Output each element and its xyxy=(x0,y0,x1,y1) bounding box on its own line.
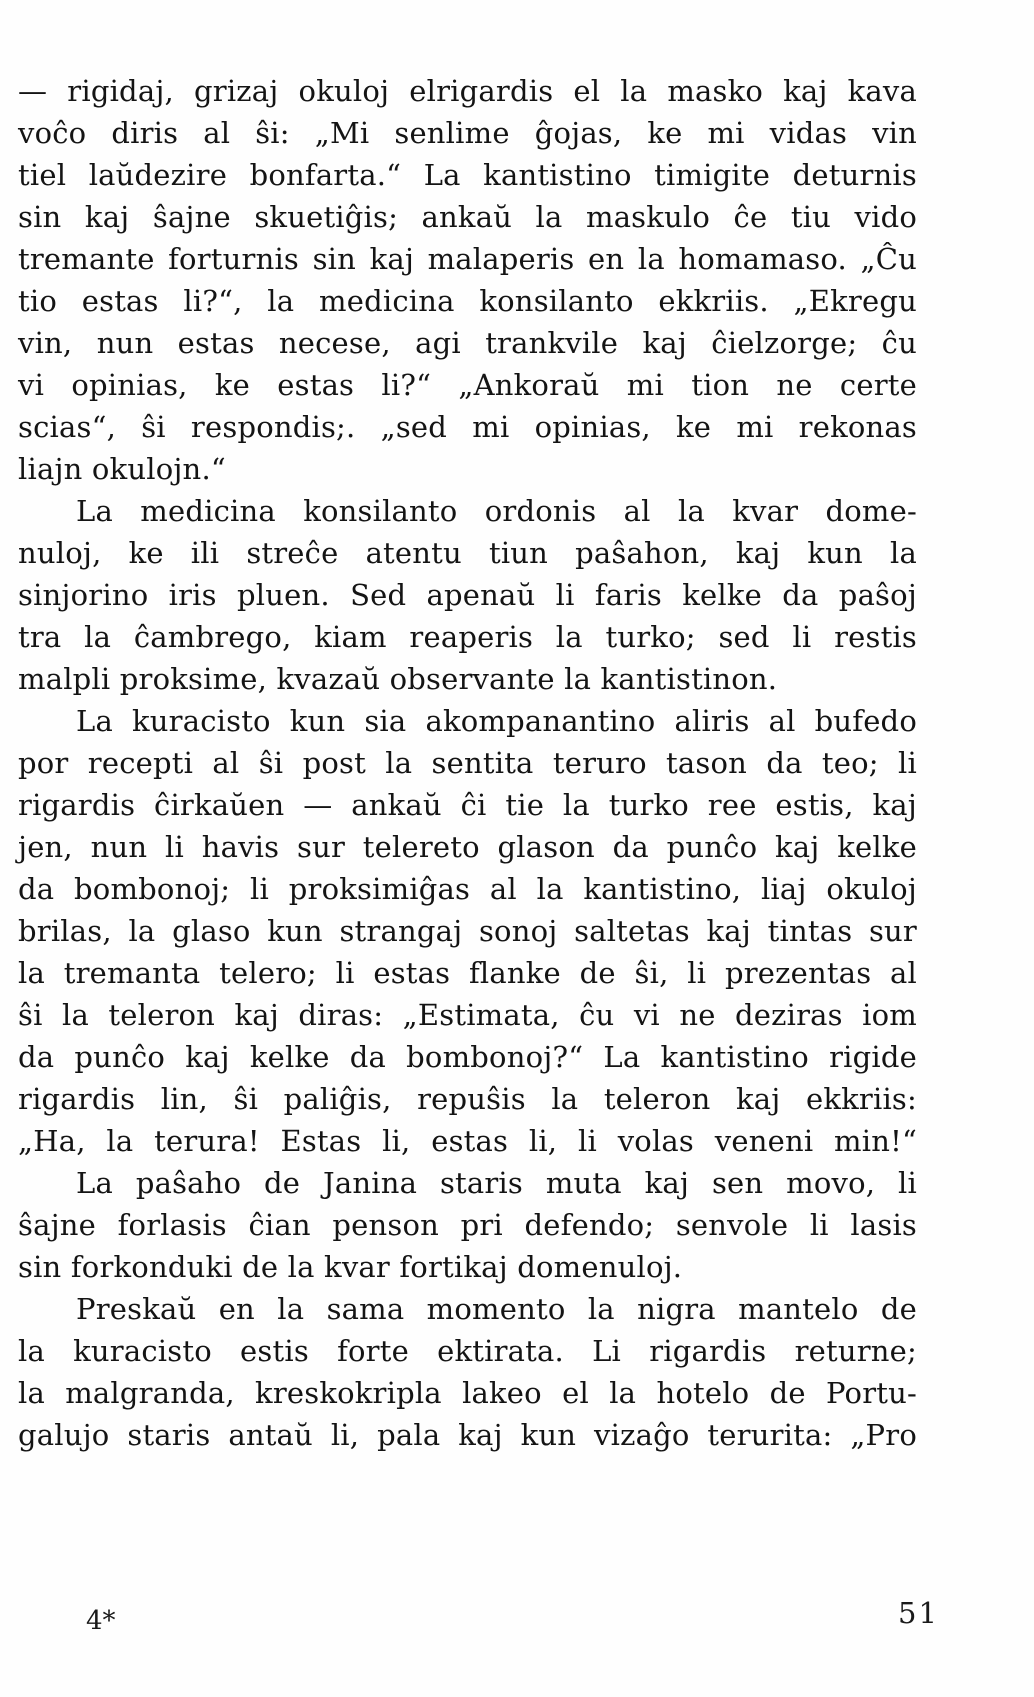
text-line: da punĉo kaj kelke da bombonoj?“ La kantistino rigide xyxy=(18,1040,917,1074)
text-line: brilas, la glaso kun strangaj sonoj saltetas kaj tintas sur xyxy=(18,914,917,948)
text-line: tremante forturnis sin kaj malaperis en la homamaso. „Ĉu xyxy=(18,242,917,276)
text-line: ŝajne forlasis ĉian penson pri defendo; senvole li lasis xyxy=(18,1208,917,1242)
text-line: ŝi la teleron kaj diras: „Estimata, ĉu vi ne deziras iom xyxy=(18,998,917,1032)
text-line: „Ha, la terura! Estas li, estas li, li volas veneni min!“ xyxy=(18,1124,917,1158)
text-line: sin kaj ŝajne skuetiĝis; ankaŭ la maskulo ĉe tiu vido xyxy=(18,200,917,234)
signature-mark: 4* xyxy=(86,1606,116,1636)
text-line: rigardis lin, ŝi paliĝis, repuŝis la teleron kaj ekkriis: xyxy=(18,1082,917,1116)
text-line: la malgranda, kreskokripla lakeo el la hotelo de Portu- xyxy=(18,1376,917,1410)
text-line: da bombonoj; li proksimiĝas al la kantistino, liaj okuloj xyxy=(18,872,917,906)
page-number: 51 xyxy=(898,1596,939,1630)
text-block xyxy=(18,70,917,1456)
text-line: liajn okulojn.“ xyxy=(18,452,226,486)
text-line: tiel laŭdezire bonfarta.“ La kantistino timigite deturnis xyxy=(18,158,917,192)
text-line: rigardis ĉirkaŭen — ankaŭ ĉi tie la turko ree estis, kaj xyxy=(18,788,917,822)
text-line: la tremanta telero; li estas flanke de ŝi, li prezentas al xyxy=(18,956,917,990)
text-line: tra la ĉambrego, kiam reaperis la turko; sed li restis xyxy=(18,620,917,654)
text-line: vin, nun estas necese, agi trankvile kaj ĉielzorge; ĉu xyxy=(18,326,917,360)
text-line: por recepti al ŝi post la sentita teruro tason da teo; li xyxy=(18,746,917,780)
text-line: La medicina konsilanto ordonis al la kvar dome- xyxy=(76,494,917,528)
text-line: voĉo diris al ŝi: „Mi senlime ĝojas, ke mi vidas vin xyxy=(18,116,917,150)
text-line: galujo staris antaŭ li, pala kaj kun vizaĝo terurita: „Pro xyxy=(18,1418,917,1452)
text-line: tio estas li?“, la medicina konsilanto ekkriis. „Ekregu xyxy=(18,284,917,318)
text-line: La kuracisto kun sia akompanantino aliris al bufedo xyxy=(76,704,917,738)
text-line: Preskaŭ en la sama momento la nigra mantelo de xyxy=(76,1292,917,1326)
text-line: la kuracisto estis forte ektirata. Li rigardis returne; xyxy=(18,1334,917,1368)
text-line: La paŝaho de Janina staris muta kaj sen movo, li xyxy=(76,1166,917,1200)
text-line: — rigidaj, grizaj okuloj elrigardis el la masko kaj kava xyxy=(18,74,917,108)
text-line: jen, nun li havis sur telereto glason da punĉo kaj kelke xyxy=(18,830,917,864)
text-line: vi opinias, ke estas li?“ „Ankoraŭ mi tion ne certe xyxy=(18,368,917,402)
text-line: sin forkonduki de la kvar fortikaj domenuloj. xyxy=(18,1250,683,1284)
text-line: nuloj, ke ili streĉe atentu tiun paŝahon, kaj kun la xyxy=(18,536,917,570)
text-line: scias“, ŝi respondis;. „sed mi opinias, ke mi rekonas xyxy=(18,410,917,444)
text-line: sinjorino iris pluen. Sed apenaŭ li faris kelke da paŝoj xyxy=(18,578,917,612)
text-line: malpli proksime, kvazaŭ observante la kantistinon. xyxy=(18,662,778,696)
